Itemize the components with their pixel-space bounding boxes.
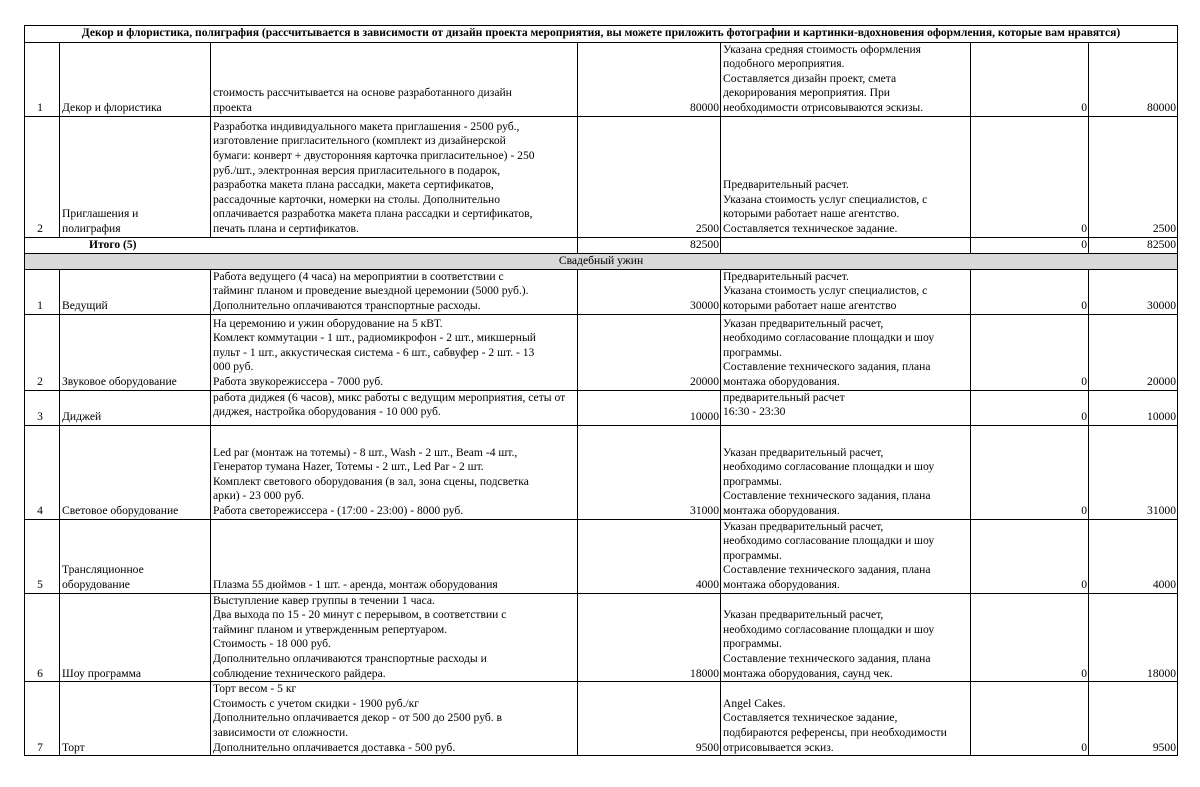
item-total: 30000: [1089, 269, 1178, 314]
item-description: Led par (монтаж на тотемы) - 8 шт., Wash - 2 шт., Beam -4 шт., Генератор тумана Hazer, Тотемы - 2 шт., Led Par - 2 шт. Комплект светового оборудования (в зал, зона сцены, подсветка арки) - 23 000 руб. Работа светорежиссера - (17:00 - 23:00) - 8000 руб.: [211, 425, 578, 519]
item-name: Торт: [60, 682, 211, 756]
item-note: Указан предварительный расчет, необходимо согласование площадки и шоу программы. Составление технического задания, плана монтажа оборудования.: [721, 425, 971, 519]
table-row: [25, 390, 1178, 425]
item-price: 80000: [578, 42, 721, 116]
item-discount: 0: [971, 593, 1089, 682]
section-header-row: [25, 253, 1178, 269]
item-name: Световое оборудование: [60, 425, 211, 519]
item-note: Указан предварительный расчет, необходимо согласование площадки и шоу программы. Составление технического задания, плана монтажа оборудования, саунд чек.: [721, 593, 971, 682]
item-name: Диджей: [60, 390, 211, 425]
item-description: Плазма 55 дюймов - 1 шт. - аренда, монтаж оборудования: [211, 519, 578, 593]
subtotal-discount: 0: [971, 237, 1089, 253]
item-description: Выступление кавер группы в течении 1 часа. Два выхода по 15 - 20 минут с перерывом, в соответствии с тайминг планом и утвержденным репертуаром. Стоимость - 18 000 руб. Дополнительно оплачиваются транспортные расходы и соблюдение технического райдера.: [211, 593, 578, 682]
item-total: 2500: [1089, 116, 1178, 237]
subtotal-label: Итого (5): [25, 237, 578, 253]
item-price: 4000: [578, 519, 721, 593]
item-discount: 0: [971, 269, 1089, 314]
table-row: [25, 116, 1178, 237]
item-price: 9500: [578, 682, 721, 756]
item-total: 80000: [1089, 42, 1178, 116]
item-discount: 0: [971, 42, 1089, 116]
item-discount: 0: [971, 682, 1089, 756]
row-number: 3: [25, 390, 60, 425]
item-description-cell: [211, 390, 578, 425]
item-name: Шоу программа: [60, 593, 211, 682]
item-total: 10000: [1089, 390, 1178, 425]
item-note: Указан предварительный расчет, необходимо согласование площадки и шоу программы. Составление технического задания, плана монтажа оборудования.: [721, 314, 971, 390]
item-note: Предварительный расчет. Указана стоимость услуг специалистов, с которыми работает наше агентство: [721, 269, 971, 314]
row-number: 6: [25, 593, 60, 682]
item-note: Указан предварительный расчет, необходимо согласование площадки и шоу программы. Составление технического задания, плана монтажа оборудования.: [721, 519, 971, 593]
row-number: 2: [25, 116, 60, 237]
table-row: [25, 425, 1178, 519]
item-price: 2500: [578, 116, 721, 237]
table-row: [25, 519, 1178, 593]
subtotal-note: [721, 237, 971, 253]
item-description: Разработка индивидуального макета приглашения - 2500 руб., изготовление пригласительного (комплект из дизайнерской бумаги: конверт + двусторонняя карточка пригласительное) - 250 руб./шт., электронная версия пригласительного в подарок, разработка макета плана рассадки, макета сертификатов, рассадочные карточки, номерки на столы. Дополнительно оплачивается разработка макета плана рассадки и сертификатов, печать плана и сертификатов.: [211, 116, 578, 237]
row-number: 7: [25, 682, 60, 756]
item-note: предварительный расчет 16:30 - 23:30: [721, 390, 971, 425]
item-description: работа диджея (6 часов), микс работы с ведущим мероприятия, сеты от диджея, настройка оборудования - 10 000 руб.: [213, 390, 566, 419]
item-discount: 0: [971, 314, 1089, 390]
item-name: Ведущий: [60, 269, 211, 314]
item-price: 20000: [578, 314, 721, 390]
table-row: [25, 314, 1178, 390]
item-name: Звуковое оборудование: [60, 314, 211, 390]
item-discount: 0: [971, 116, 1089, 237]
item-total: 31000: [1089, 425, 1178, 519]
item-name: Приглашения и полиграфия: [60, 116, 211, 237]
subtotal-price: 82500: [578, 237, 721, 253]
subtotal-total: 82500: [1089, 237, 1178, 253]
decor-header: Декор и флористика, полиграфия (рассчитывается в зависимости от дизайн проекта мероприятия, вы можете приложить фотографии и картинки-вдохновения оформления, которые вам нравятся): [25, 26, 1178, 43]
row-number: 4: [25, 425, 60, 519]
item-description: Работа ведущего (4 часа) на мероприятии в соответствии с тайминг планом и проведение выездной церемонии (5000 руб.). Дополнительно оплачиваются транспортные расходы.: [211, 269, 578, 314]
item-price: 30000: [578, 269, 721, 314]
item-total: 9500: [1089, 682, 1178, 756]
estimate-table: [24, 25, 1178, 756]
item-note: Angel Cakes. Составляется техническое задание, подбираются референсы, при необходимости отрисовывается эскиз.: [721, 682, 971, 756]
item-description: стоимость рассчитывается на основе разработанного дизайн проекта: [211, 42, 578, 116]
item-discount: 0: [971, 390, 1089, 425]
section-title: Свадебный ужин: [25, 253, 1178, 269]
table-row: [25, 42, 1178, 116]
subtotal-row: [25, 237, 1178, 253]
table-row: [25, 593, 1178, 682]
row-number: 2: [25, 314, 60, 390]
item-total: 20000: [1089, 314, 1178, 390]
item-name: Трансляционное оборудование: [60, 519, 211, 593]
row-number: 1: [25, 269, 60, 314]
item-price: 18000: [578, 593, 721, 682]
item-description: Торт весом - 5 кг Стоимость с учетом скидки - 1900 руб./кг Дополнительно оплачивается декор - от 500 до 2500 руб. в зависимости от сложности. Дополнительно оплачивается доставка - 500 руб.: [211, 682, 578, 756]
decor-header-row: [25, 26, 1178, 43]
item-price: 10000: [578, 390, 721, 425]
table-row: [25, 682, 1178, 756]
row-number: 5: [25, 519, 60, 593]
item-total: 18000: [1089, 593, 1178, 682]
item-discount: 0: [971, 519, 1089, 593]
item-total: 4000: [1089, 519, 1178, 593]
item-note: Предварительный расчет. Указана стоимость услуг специалистов, с которыми работает наше агентство. Составляется техническое задание.: [721, 116, 971, 237]
item-note: Указана средняя стоимость оформления подобного мероприятия. Составляется дизайн проект, смета декорирования мероприятия. При необходимости отрисовываются эскизы.: [721, 42, 971, 116]
row-number: 1: [25, 42, 60, 116]
item-discount: 0: [971, 425, 1089, 519]
item-price: 31000: [578, 425, 721, 519]
item-name: Декор и флористика: [60, 42, 211, 116]
table-row: [25, 269, 1178, 314]
item-description: На церемонию и ужин оборудование на 5 кВТ. Комлект коммутации - 1 шт., радиомикрофон - 2 шт., микшерный пульт - 1 шт., аккустическая система - 6 шт., сабвуфер - 2 шт. - 13 000 руб. Работа звукорежиссера - 7000 руб.: [211, 314, 578, 390]
